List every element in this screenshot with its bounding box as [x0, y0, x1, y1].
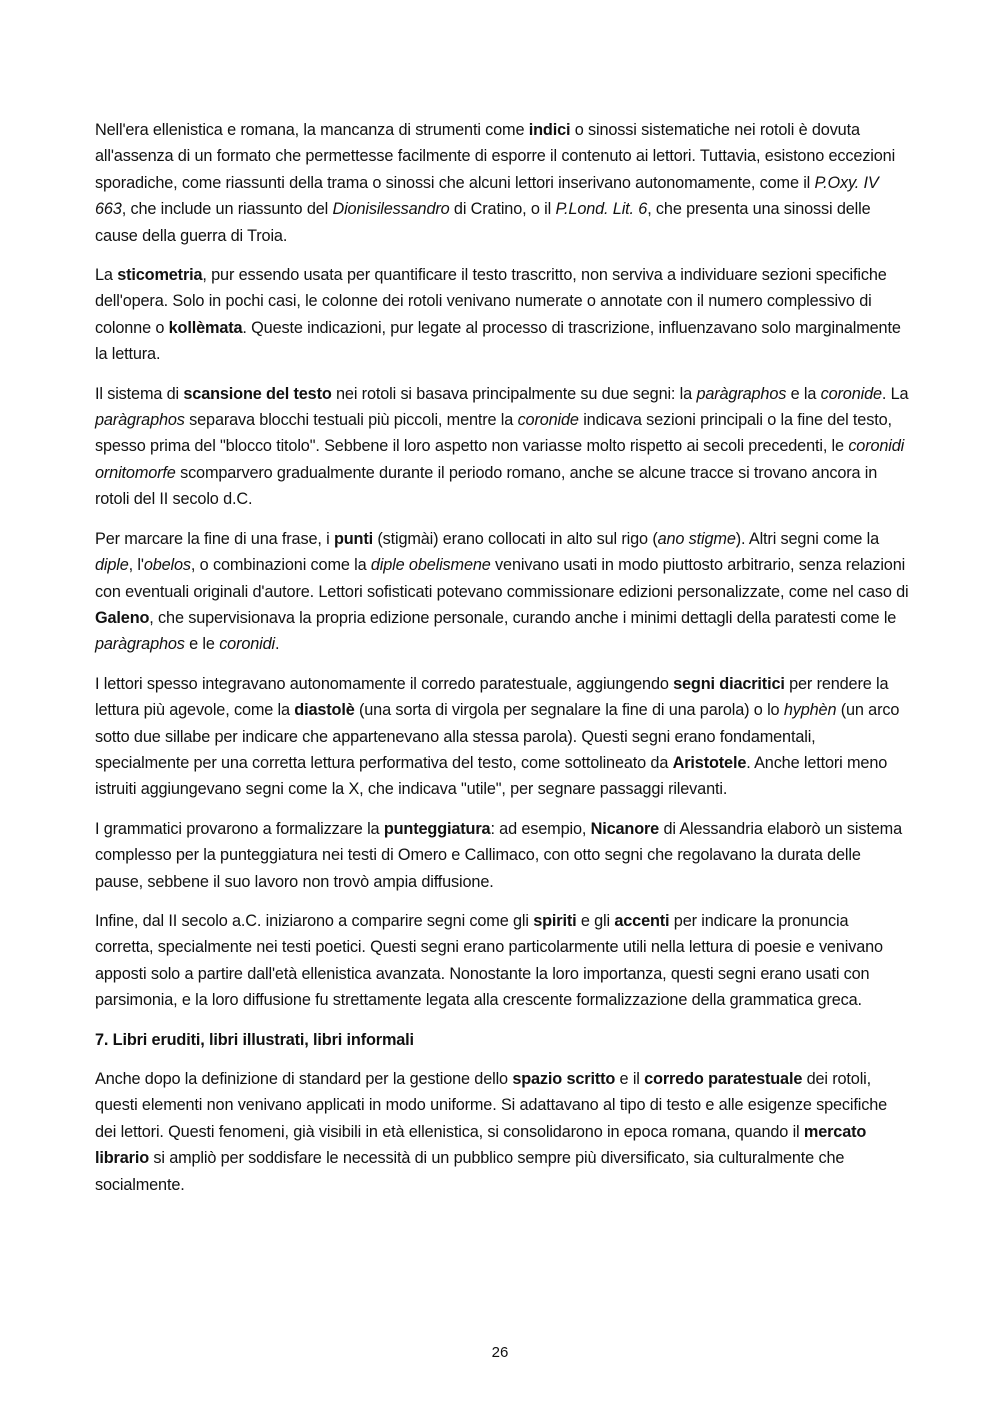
italic-term: P.Lond. Lit. 6	[555, 200, 648, 219]
bold-term: Galeno	[95, 608, 150, 627]
paragraph	[95, 262, 910, 368]
text-run: ). Altri segni come la	[735, 529, 880, 548]
text-run: . La	[881, 384, 909, 403]
bold-term: kollèmata	[168, 318, 243, 337]
italic-term: paràgraphos	[95, 411, 185, 430]
paragraph	[95, 671, 910, 803]
paragraph	[95, 381, 910, 513]
bold-term: mercato librario	[95, 1122, 867, 1168]
bold-term: indici	[528, 121, 571, 139]
text-run: o sinossi sistematiche nei rotoli è dovuta all'assenza di un formato che permettesse facilmente di esporre il contenuto ai lettori. Tuttavia, esistono eccezioni sporadiche, come riassunti della trama o sinossi che alcuni lettori inserivano autonomamente, come il	[95, 121, 896, 192]
paragraph	[95, 1066, 910, 1198]
paragraph-group	[95, 117, 910, 1014]
text-run: , che include un riassunto del	[121, 200, 333, 219]
bold-term: scansione del testo	[183, 384, 332, 403]
bold-term: punteggiatura	[383, 819, 491, 838]
text-run: Il sistema di	[95, 384, 184, 403]
bold-term: accenti	[614, 911, 670, 930]
paragraph	[95, 816, 910, 895]
text-run: (stigmài) erano collocati in alto sul rigo (	[372, 529, 658, 548]
text-run: si ampliò per soddisfare le necessità di un pubblico sempre più diversificato, sia culturalmente che socialmente.	[95, 1149, 845, 1194]
italic-term: diple	[95, 556, 129, 575]
text-run: per indicare la pronuncia corretta, specialmente nei testi poetici. Questi segni erano particolarmente utili nella lettura di poesie e venivano apposti solo a partire dall'età ellenistica avanzata. Nonostante la loro importanza, questi segni erano usati con parsimonia, e la loro diffusione fu strettamente legata alla crescente formalizzazione della grammatica greca.	[95, 911, 883, 1010]
bold-term: corredo paratestuale	[644, 1070, 803, 1088]
text-run: e gli	[576, 911, 615, 930]
text-run: : ad esempio,	[490, 819, 591, 838]
italic-term: coronidi	[219, 635, 276, 654]
bold-term: spazio scritto	[512, 1070, 616, 1088]
text-run: (un arco sotto due sillabe per indicare che appartenevano alla stessa parola). Questi segni erano fondamentali, specialmente per una corretta lettura performativa del testo, come sottolineato da	[95, 701, 900, 772]
text-run: indicava sezioni principali o la fine del testo, spesso prima del "blocco titolo". Sebbene il loro aspetto non variasse molto rispetto ai secoli precedenti, le	[95, 411, 892, 456]
text-run: Per marcare la fine di una frase, i	[95, 529, 334, 548]
bold-term: Nicanore	[590, 819, 660, 838]
italic-term: P.Oxy. IV 663	[95, 173, 879, 219]
text-run: I grammatici provarono a formalizzare la	[95, 819, 384, 838]
text-run: , che presenta una sinossi delle cause della guerra di Troia.	[95, 200, 871, 245]
text-run: (una sorta di virgola per segnalare la fine di una parola) o lo	[354, 701, 784, 720]
section-heading: 7. Libri eruditi, libri illustrati, libri informali	[95, 1030, 414, 1049]
text-run: I lettori spesso integravano autonomamente il corredo paratestuale, aggiungendo	[95, 674, 674, 693]
bold-term: Aristotele	[672, 753, 747, 772]
text-run: separava blocchi testuali più piccoli, mentre la	[184, 411, 518, 430]
italic-term: coronide	[517, 411, 579, 430]
text-run: per rendere la lettura più agevole, come la	[95, 674, 889, 720]
text-run: nei rotoli si basava principalmente su due segni: la	[331, 384, 697, 403]
text-run: , che supervisionava la propria edizione personale, curando anche i minimi dettagli della paratesti come le	[149, 608, 897, 627]
bold-term: spiriti	[533, 911, 577, 930]
italic-term: paràgraphos	[95, 635, 185, 654]
italic-term: obelos	[143, 556, 191, 575]
text-run: e le	[184, 635, 220, 654]
text-run: venivano usati in modo piuttosto arbitrario, senza relazioni con eventuali originali d'autore. Lettori sofisticati potevano commissionare edizioni personalizzate, come nel caso di	[95, 556, 909, 601]
bold-term: sticometria	[117, 266, 203, 285]
text-run: , l'	[128, 556, 144, 575]
italic-term: hyphèn	[783, 701, 837, 720]
italic-term: Dionisilessandro	[332, 200, 450, 219]
italic-term: paràgraphos	[696, 384, 787, 403]
paragraph	[95, 526, 910, 658]
text-run: e la	[786, 384, 821, 403]
text-run: di Alessandria elaborò un sistema complesso per la punteggiatura nei testi di Omero e Callimaco, con otto segni che regolavano la durata delle pause, sebbene il suo lavoro non trovò ampia diffusione.	[95, 819, 902, 891]
text-run: , o combinazioni come la	[190, 556, 371, 575]
paragraph	[95, 117, 910, 249]
bold-term: diastolè	[294, 701, 355, 720]
bold-term: punti	[333, 529, 373, 548]
text-run: e il	[615, 1070, 645, 1088]
bold-term: segni diacritici	[673, 674, 785, 693]
document-body	[95, 117, 910, 1211]
italic-term: coronide	[820, 384, 882, 403]
italic-term: coronidi ornitomorfe	[95, 437, 905, 482]
italic-term: ano stigme	[657, 529, 736, 548]
text-run: , pur essendo usata per quantificare il testo trascritto, non serviva a individuare sezioni specifiche dell'opera. Solo in pochi casi, le colonne dei rotoli venivano numerate o annotate con il numero complessivo di colonne o	[95, 266, 887, 337]
text-run: scomparvero gradualmente durante il periodo romano, anche se alcune tracce si trovano ancora in rotoli del II secolo d.C.	[95, 463, 878, 509]
text-run: . Queste indicazioni, pur legate al processo di trascrizione, influenzavano solo marginalmente la lettura.	[95, 318, 901, 364]
text-run: Nell'era ellenistica e romana, la mancanza di strumenti come	[95, 121, 529, 139]
italic-term: diple obelismene	[370, 556, 491, 575]
page-number: 26	[491, 1344, 509, 1361]
paragraph	[95, 908, 910, 1014]
text-run: .	[275, 635, 280, 654]
text-run: . Anche lettori meno istruiti aggiungevano segni come la X, che indicava "utile", per segnare passaggi rilevanti.	[95, 753, 888, 799]
text-run: Anche dopo la definizione di standard per la gestione dello	[95, 1070, 513, 1088]
text-run: La	[95, 266, 118, 285]
text-run: di Cratino, o il	[449, 200, 556, 219]
text-run: Infine, dal II secolo a.C. iniziarono a comparire segni come gli	[95, 911, 534, 930]
text-run: dei rotoli, questi elementi non venivano applicati in modo uniforme. Si adattavano al tipo di testo e alle esigenze specifiche dei lettori. Questi fenomeni, già visibili in età ellenistica, si consolidarono in epoca romana, quando il	[95, 1070, 888, 1141]
